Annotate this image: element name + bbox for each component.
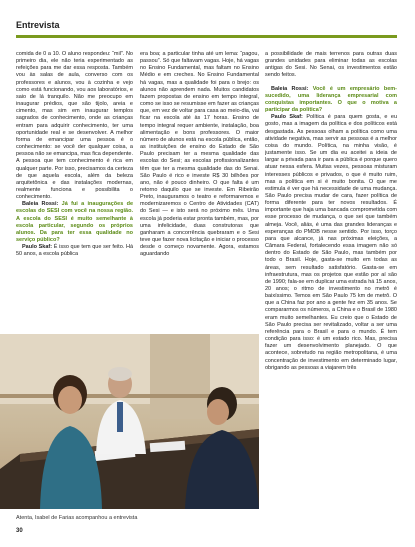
answer-text: Política é para quem gosta, e eu gosto, mas a imagem da política e dos políticos está desgastada. As pessoas olham a política como uma atividade negativa, mas servir as pessoas é a melhor coisa do mundo. Política, na minha visão, é justamente isso. Se um dia eu aceitei a ideia de largar a privada para ir para a pública é porque quero atuar nessa esfera. Muitas vezes, pessoas misturam interesses públicos e privados, o que é muito ruim, mas a política em si é muito bonita. O que me estimula é ver que há necessidade de uma mudança. São Paulo precisa mudar de cara, fazer política de forma diferente para ter novos resultados. É importante que haja uma bancada comprometida com esse processo de mudança, o que sei que também almeja. Você, aliás, é uma das grandes lideranças e esperanças do PMDB nesse sentido. Por isso, torço para que alcance, já nas próximas eleições, a Câmara Federal, fortalecendo essa imagem não só dentro do Estado de São Paulo, mas também por todo o Brasil. Hoje, gasta-se muito em todas as áreas, sem resultado satisfatório. Gasta-se em infraestrutura, mas os projetos que estão por aí são de 1990; fala-se em duplicar uma estrada há 15 anos, 20 anos; o ritmo de investimento no metrô é baixíssimo. Temos em São Paulo 75 km de metrô. O que a China faz por ano a gente fez em 35 anos. Se compararmos os números, a China e o Brasil de 1980 eram muito semelhantes. Eu creio que o Estado de São Paulo precisa ser revitalizado, voltar a ser uma referência para o Brasil e para o mundo. É tem condição para isso: é um estado rico. Mas, precisa fazer um desenvolvimento planejado. O que acontece, sobretudo na região metropolitana, é uma concentração de investimento em determinado lugar, obrigando as pessoas a viajarem três (265, 114, 397, 371)
article-column-3 (265, 51, 397, 527)
interview-answer (265, 114, 397, 372)
question-text: Você é um empresário bem-sucedido, uma liderança empresarial com conquistas importantes. O que o motiva a participar da política? (265, 85, 397, 114)
interview-question (265, 86, 397, 115)
page-number: 30 (16, 528, 23, 534)
paragraph: era boa; a particular tinha até um lema: “pagou, passou”. Só que faltavam vagas. Hoje, há vagas no Ensino Fundamental, mas faltam no Ensino Médio e em creches. No Ensino Fundamental há vagas, mas a qualidade foi para o brejo: os alunos não aprendem nada. Muitos candidatos fazem propostas de ensino em tempo integral, como se isso se resumisse em fazer as crianças que, em vez de voltar para casa ao meio-dia, vai ficar na escola até às 17 horas. Ensino de tempo integral requer ambiente, instalação, boa alimentação e bons professores. O maior número de alunos está na escola pública, então, as instituições de ensino do Estado de São Paulo precisam ter a mesma qualidade das escolas do Sesi; as escolas profissionalizantes têm que ter a mesma qualidade das do Senai. São Paulo é rico e investe R$ 30 bilhões por ano, não é pouco dinheiro. O que falta é um retorno daquilo que se investe. Em Ribeirão Preto, inauguramos o teatro e reformaremos e modernizaremos o Centro de Atividades (CAT) do Sesi — e isto será no próximo mês. Uma escola já poderia estar pronta também, mas, por uma infelicidade, duas construtoras que ganharam a concorrência quebraram e o Sesi teve que fazer nova licitação e iniciar o processo desde o começo novamente. Agora, estamos aguardando (140, 51, 259, 258)
speaker-name: Baleia Rossi: (22, 201, 59, 208)
speaker-name: Paulo Skaf: (271, 114, 303, 121)
answer-text: É isso que tem que ser feito. Há 50 anos, a escola pública (16, 244, 133, 258)
article-column-1 (16, 51, 133, 324)
article-column-2 (140, 51, 259, 324)
person-face (207, 399, 229, 425)
interview-answer (16, 244, 133, 258)
question-text: Já fui a inaugurações de escolas do SESI com você na nossa região. A escola do SESI é muito semelhante à escola particular, segundo os próprios alunos. Da para ter essa qualidade no serviço público? (16, 201, 133, 244)
person-body (40, 426, 102, 509)
interview-photo (0, 334, 259, 509)
person-face (58, 386, 82, 414)
paragraph: comida de 0 a 10. O aluno respondeu: “mil”. No primeiro dia, ele não teria experimentado as refeições para me dar essa resposta. Também vou às salas de aula, converso com os professores e alunos, vou à cozinha e vejo como está funcionando, vou aos laboratórios, e saio de lá tranquilo. Não me preocupo em inaugurar prédios, que são tijolo, areia e cimento, mas sim em inaugurar templos sagrados de conhecimento, onde as crianças entram para adquirir conhecimento, ter uma oportunidade real e se desenvolver. A melhor forma de emancipar uma pessoa é o conhecimento: se você der qualquer coisa, a pessoa não se emancipa, mas fica dependente. A pessoa que tem conhecimento é rica em qualquer parte. Por isso, precisamos da certeza de que aquela escola, além da beleza arquitetônica e das instalações modernas, realmente funciona e possibilita o conhecimento. (16, 51, 133, 201)
interview-question (16, 201, 133, 244)
section-title: Entrevista (16, 20, 60, 30)
section-rule (16, 35, 397, 38)
paragraph: a possibilidade de mais terrenos para outras duas grandes unidades para eliminar todas as escolas antigas do Sesi. No Senai, os investimentos estão sendo feitos. (265, 51, 397, 79)
interview-scene (0, 334, 259, 509)
speaker-name: Paulo Skaf: (22, 244, 53, 251)
speaker-name: Baleia Rossi: (271, 85, 309, 92)
photo-caption: Atenta, Isabel de Farias acompanhou a entrevista (16, 515, 138, 521)
